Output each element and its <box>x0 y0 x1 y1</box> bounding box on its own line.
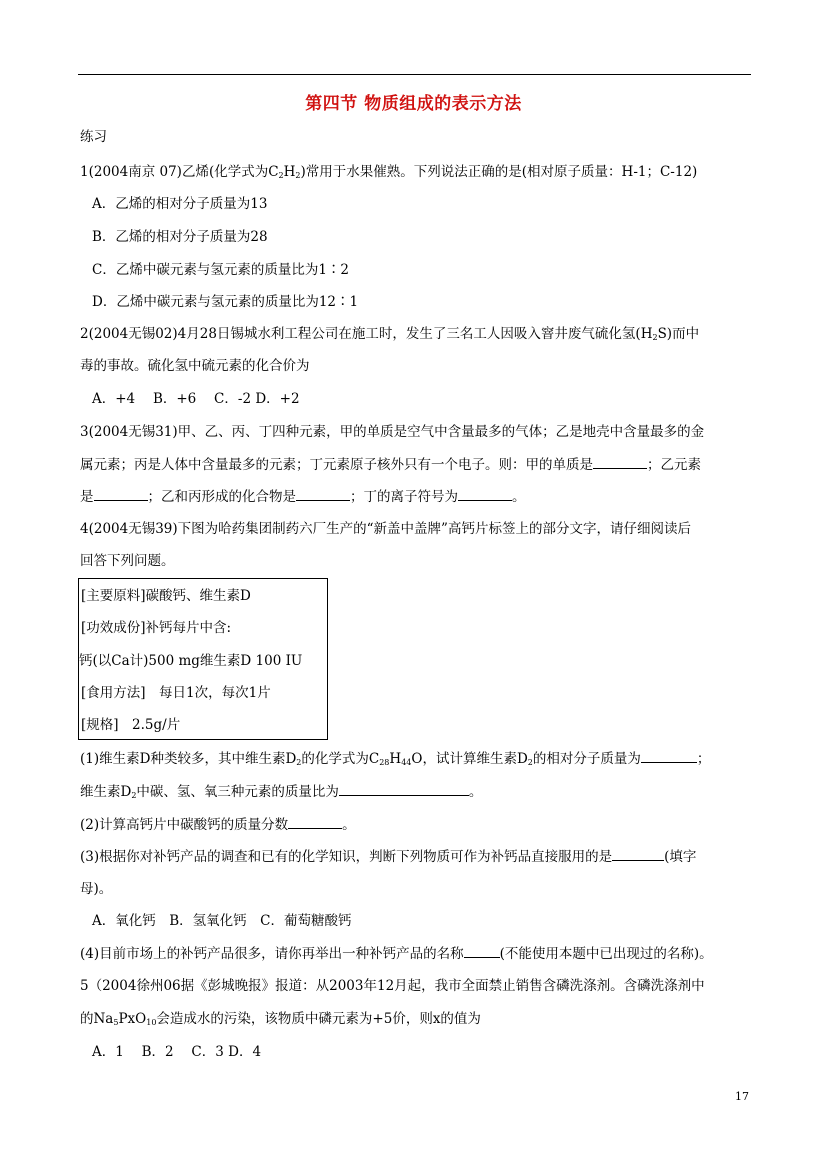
question-4-stem-cont: 回答下列问题。 <box>80 553 175 569</box>
question-3-stem: 3(2004无锡31)甲、乙、丙、丁四种元素，甲的单质是空气中含量最多的气体；乙是地壳中含量最多的金 <box>80 424 705 440</box>
header-rule <box>78 74 751 75</box>
label-effective-components: [功效成份]补钙每片中含: <box>81 620 232 636</box>
answer-blank[interactable] <box>641 750 697 763</box>
question-2-stem: 2(2004无锡02)4月28日锡城水利工程公司在施工时，发生了三名工人因吸入窨井废气硫化氢$(H_2S)$而中 <box>80 326 700 342</box>
page-number: 17 <box>735 1090 749 1103</box>
question-1-stem: 1(2004南京 07)乙烯(化学式为$C_2H_2$)常用于水果催熟。下列说法正确的是(相对原子质量：H-1；C-12) <box>80 164 698 180</box>
answer-blank[interactable] <box>288 816 342 829</box>
question-4-sub-1-cont: 维生素$D_2$中碳、氢、氧三种元素的质量比为 。 <box>80 784 483 800</box>
answer-blank[interactable] <box>593 456 647 469</box>
answer-blank[interactable] <box>464 945 500 958</box>
answer-blank[interactable] <box>612 848 664 861</box>
question-2-options: A．+4 B．+6 C．-2 D．+2 <box>92 391 300 407</box>
label-usage: [食用方法] 每日1次，每次1片 <box>81 685 271 701</box>
product-label-box <box>78 578 328 740</box>
question-4-sub-3-options: A．氧化钙 B．氢氧化钙 C．葡萄糖酸钙 <box>92 913 352 929</box>
question-4-sub-3: (3)根据你对补钙产品的调查和已有的化学知识，判断下列物质可作为补钙品直接服用的是 (填字 <box>80 849 697 865</box>
label-content: 钙(以Ca计)500 mg维生素D 100 IU <box>79 653 303 669</box>
section-label: 练习 <box>80 129 107 145</box>
label-ingredients: [主要原料]碳酸钙、维生素D <box>81 588 251 604</box>
question-5-stem-cont: 的$Na_5PxO_{10}$会造成水的污染，该物质中磷元素为+5价，则x的值为 <box>80 1011 481 1027</box>
question-4-stem: 4(2004无锡39)下图为哈药集团制药六厂生产的“新盖中盖牌”高钙片标签上的部分文字，请仔细阅读后 <box>80 521 691 537</box>
question-1-option-a: A．乙烯的相对分子质量为13 <box>92 196 268 212</box>
answer-blank[interactable] <box>339 783 469 796</box>
answer-blank[interactable] <box>458 488 512 501</box>
question-4-sub-2: (2)计算高钙片中碳酸钙的质量分数 。 <box>80 817 356 833</box>
question-4-sub-1: (1)维生素D种类较多，其中维生素$D_2$的化学式为$C_{28}H_{44}O$，试计算维生素$D_2$的相对分子质量为 ； <box>80 751 711 767</box>
question-5-options: A．1 B．2 C．3 D．4 <box>92 1044 262 1060</box>
answer-blank[interactable] <box>94 488 148 501</box>
question-4-sub-3-cont: 母)。 <box>80 881 113 897</box>
question-1-option-d: D．乙烯中碳元素与氢元素的质量比为12∶1 <box>92 294 359 310</box>
answer-blank[interactable] <box>296 488 350 501</box>
question-1-option-b: B．乙烯的相对分子质量为28 <box>92 229 268 245</box>
question-1-option-c: C．乙烯中碳元素与氢元素的质量比为1∶2 <box>92 262 350 278</box>
question-3-stem-end: 是 ；乙和丙形成的化合物是 ；丁的离子符号为 。 <box>80 489 526 505</box>
page-title: 第四节 物质组成的表示方法 <box>305 94 522 114</box>
label-specification: [规格] 2.5g/片 <box>81 717 181 733</box>
question-3-stem-cont: 属元素；丙是人体中含量最多的元素；丁元素原子核外只有一个电子。则：甲的单质是 ；乙元素 <box>80 457 701 473</box>
question-4-sub-4: (4)目前市场上的补钙产品很多，请你再举出一种补钙产品的名称 (不能使用本题中已出现过的名称)。 <box>80 946 713 962</box>
question-5-stem: 5（2004徐州06据《彭城晚报》报道：从2003年12月起，我市全面禁止销售含磷洗涤剂。含磷洗涤剂中 <box>80 978 705 994</box>
question-2-stem-cont: 毒的事故。硫化氢中硫元素的化合价为 <box>80 358 310 374</box>
